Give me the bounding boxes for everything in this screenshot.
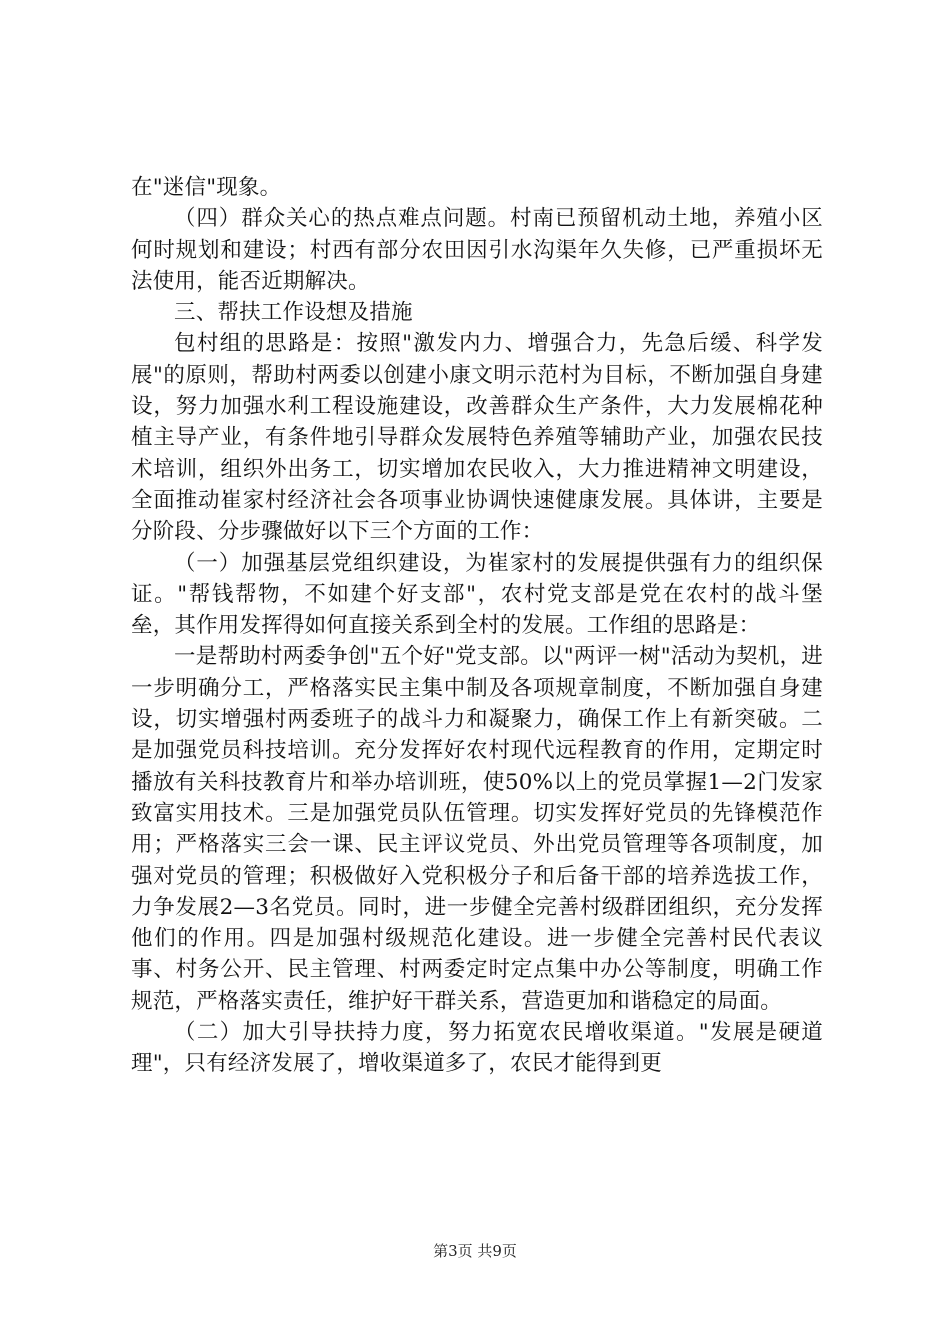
section-heading: 三、帮扶工作设想及措施 (174, 300, 413, 326)
paragraph-5: （一）加强基层党组织建设，为崔家村的发展提供强有力的组织保证。"帮钱帮物，不如建个好支部"，农村党支部是党在农村的战斗堡垒，其作用发挥得如何直接关系到全村的发展。工作组的思路是： (131, 550, 823, 639)
paragraph-7: （二）加大引导扶持力度，努力拓宽农民增收渠道。"发展是硬道理"，只有经济发展了，增收渠道多了，农民才能得到更 (131, 1020, 823, 1077)
paragraph-6: 一是帮助村两委争创"五个好"党支部。以"两评一树"活动为契机，进一步明确分工，严格落实民主集中制及各项规章制度，不断加强自身建设，切实增强村两委班子的战斗力和凝聚力，确保工作上有新突破。二是加强党员科技培训。充分发挥好农村现代远程教育的作用，定期定时播放有关科技教育片和举办培训班，使50%以上的党员掌握1—2门发家致富实用技术。三是加强党员队伍管理。切实发挥好党员的先锋模范作用；严格落实三会一课、民主评议党员、外出党员管理等各项制度，加强对党员的管理；积极做好入党积极分子和后备干部的培养选拔工作，力争发展2—3名党员。同时，进一步健全完善村级群团组织，充分发挥他们的作用。四是加强村级规范化建设。进一步健全完善村民代表议事、村务公开、民主管理、村两委定时定点集中办公等制度，明确工作规范，严格落实责任，维护好干群关系，营造更加和谐稳定的局面。 (131, 644, 823, 1014)
document-body (131, 172, 823, 1080)
page-footer: 第3页 共9页 (433, 1242, 517, 1260)
paragraph-2: （四）群众关心的热点难点问题。村南已预留机动土地，养殖小区何时规划和建设；村西有部分农田因引水沟渠年久失修，已严重损坏无法使用，能否近期解决。 (131, 206, 823, 294)
paragraph-4: 包村组的思路是：按照"激发内力、增强合力，先急后缓、科学发展"的原则，帮助村两委以创建小康文明示范村为目标，不断加强自身建设，努力加强水利工程设施建设，改善群众生产条件，大力发展棉花种植主导产业，有条件地引导群众发展特色养殖等辅助产业，加强农民技术培训，组织外出务工，切实增加农民收入，大力推进精神文明建设，全面推动崔家村经济社会各项事业协调快速健康发展。具体讲，主要是分阶段、分步骤做好以下三个方面的工作： (131, 331, 823, 545)
paragraph-1: 在"迷信"现象。 (131, 175, 282, 200)
